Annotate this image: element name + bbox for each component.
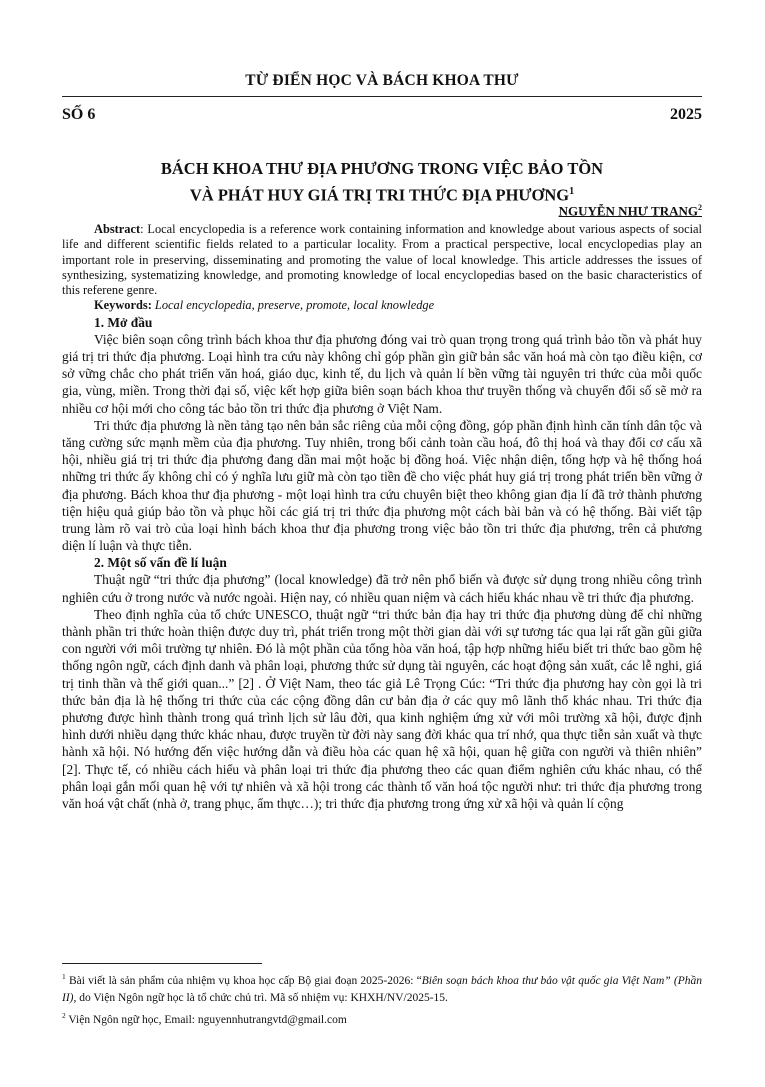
abstract-text: : Local encyclopedia is a reference work containing information and knowledge about various aspects of social life and different scientific fields related to a particular locality. From a practical perspective, local encyclopedias play an important role in preserving, disseminating and promoting the value of local knowledge. This article addresses the issues of synthesizing, systematizing knowledge, and promoting knowledge of local encyclopedias based on the basic characteristics of this referene genre. — [62, 222, 702, 298]
paragraph: Việc biên soạn công trình bách khoa thư địa phương đóng vai trò quan trọng trong quá trình bảo tồn và phát huy giá trị tri thức địa phương. Loại hình tra cứu này không chỉ góp phần gìn giữ bản sắc văn hoá mà còn tạo điều kiện, cơ sở vững chắc cho phát triển văn hoá, giáo dục, kinh tế, du lịch và quản lí bền vững tài nguyên tri thức của mỗi quốc gia, vùng, miền. Trong thời đại số, việc kết hợp giữa biên soạn bách khoa thư truyền thống và chuyển đổi số sẽ mở ra nhiều cơ hội mới cho công tác bảo tồn tri thức địa phương ở Việt Nam. — [62, 331, 702, 416]
article-title-line-1: BÁCH KHOA THƯ ĐỊA PHƯƠNG TRONG VIỆC BẢO TỒN — [160, 159, 604, 178]
issue-number: SỐ 6 — [62, 106, 96, 123]
author-footnote-mark[interactable]: 2 — [698, 203, 702, 212]
header-divider — [62, 96, 702, 97]
author-name-text: NGUYỄN NHƯ TRANG — [558, 203, 698, 219]
article-title-line-2-text: VÀ PHÁT HUY GIÁ TRỊ TRI THỨC ĐỊA PHƯƠNG — [189, 185, 570, 205]
footnote-divider — [62, 963, 262, 964]
footnotes — [62, 968, 702, 1029]
article-title — [62, 157, 702, 207]
paragraph: Thuật ngữ “tri thức địa phương” (local knowledge) đã trở nên phổ biến và được sử dụng trong nhiều công trình nghiên cứu ở trong nước và nước ngoài. Hiện nay, có nhiều quan niệm và cách hiểu khác nhau về tri thức địa phương. — [62, 572, 702, 605]
footnote-1 — [62, 968, 702, 1007]
footnote-2-text[interactable]: Viện Ngôn ngữ học, Email: nguyennhutrangvtd@gmail.com — [65, 1013, 347, 1026]
abstract — [62, 222, 702, 298]
footnote-2 — [62, 1007, 702, 1029]
paragraph: Theo định nghĩa của tổ chức UNESCO, thuật ngữ “tri thức bản địa hay tri thức địa phương dùng để chỉ những thành phần tri thức hoàn thiện được duy trì, phát triển trong một thời gian dài với sự tương tác qua lại rất gần gũi giữa con người với môi trường tự nhiên. Đó là một phần của tổng hòa văn hoá, tập hợp những hiểu biết tri thức bao gồm hệ thống ngôn ngữ, cách định danh và phân loại, phương thức sử dụng tài nguyên, các hoạt động sản xuất, các lễ nghi, giá trị tinh thần và thế giới quan...” [2] . Ở Việt Nam, theo tác giả Lê Trọng Cúc: “Tri thức địa phương hay còn gọi là tri thức bản địa là hệ thống tri thức của các cộng đồng dân cư bản địa ở các quy mô lãnh thổ khác nhau. Tri thức địa phương được hình thành trong quá trình lịch sử lâu đời, qua kinh nghiệm ứng xử với môi trường xã hội, được định hình dưới nhiều dạng thức khác nhau, được truyền từ đời này sang đời khác qua trí nhớ, qua thực tiễn sản xuất và thực hành xã hội. Nó hướng đến việc hướng dẫn và điều hòa các quan hệ xã hội, quan hệ giữa con người và thiên nhiên” [2]. Thực tế, có nhiều cách hiểu và phân loại tri thức địa phương theo các quan điểm nghiên cứu khác nhau, có thể phân loại gắn mối quan hệ với tự nhiên và xã hội trong các thành tố văn hoá tộc người như: tri thức địa phương trong văn hoá vật chất (nhà ở, trang phục, ẩm thực…); tri thức địa phương trong ứng xử xã hội và quản lí cộng — [62, 606, 702, 812]
keywords-text: Local encyclopedia, preserve, promote, local knowledge — [151, 298, 435, 313]
footnote-1-text-b: do Viện Ngôn ngữ học là tổ chức chủ trì. Mã số nhiệm vụ: KHXH/NV/2025-15. — [76, 991, 448, 1004]
footnote-2-mark: 2 — [62, 1010, 66, 1020]
paragraph: Tri thức địa phương là nền tảng tạo nên bản sắc riêng của mỗi cộng đồng, góp phần định hình căn tính dân tộc và tăng cường sức mạnh mềm của địa phương. Tuy nhiên, trong bối cảnh toàn cầu hoá, đô thị hoá và thay đổi cơ cấu xã hội, nhiều giá trị tri thức địa phương đang dần mai một hoặc bị đồng hoá. Việc nhận diện, tổng hợp và hệ thống hoá những tri thức ấy không chỉ có ý nghĩa lưu giữ mà còn tạo tiền đề cho việc phát huy giá trị trong phát triển bền vững ở địa phương. Bách khoa thư địa phương - một loại hình tra cứu chuyên biệt theo không gian địa lí đã trở thành phương tiện hiệu quả giúp bảo tồn và phục hồi các giá trị tri thức địa phương một cách bài bản và có hệ thống. Bài viết tập trung làm rõ vai trò của loại hình bách khoa thư địa phương trong việc bảo tồn tri thức địa phương, trên cả phương diện lí luận và thực tiễn. — [62, 417, 702, 554]
author-name — [559, 203, 702, 219]
article-body — [62, 222, 702, 812]
title-footnote-mark[interactable]: 1 — [569, 186, 575, 197]
keywords-label: Keywords: — [94, 298, 152, 313]
footnote-1-text-a: Bài viết là sản phẩm của nhiệm vụ khoa học cấp Bộ giai đoạn 2025-2026: “ — [65, 974, 422, 987]
section-heading-theory: 2. Một số vấn đề lí luận — [94, 555, 227, 571]
section-heading-intro: 1. Mở đầu — [94, 314, 153, 330]
issue-year: 2025 — [670, 106, 702, 123]
footnote-1-project-title: Biên soạn bách khoa thư bảo vật quốc gia Việt Nam” (Phần II), — [62, 974, 702, 1004]
journal-title: TỪ ĐIỂN HỌC VÀ BÁCH KHOA THƯ — [245, 72, 519, 89]
keywords — [62, 298, 702, 313]
footnote-1-mark: 1 — [62, 972, 66, 981]
abstract-label: Abstract — [94, 222, 141, 236]
